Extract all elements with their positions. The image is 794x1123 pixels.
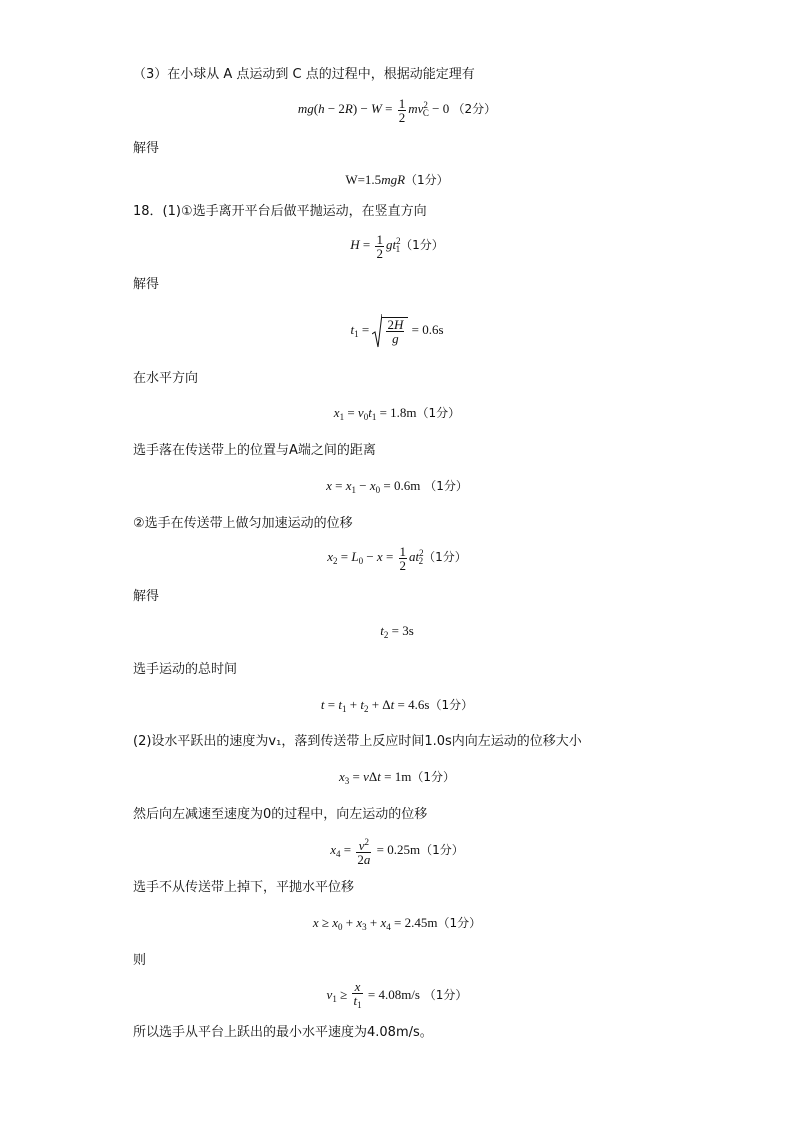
equation-work-energy: mg(h − 2R) − W = $\frac{1}{2}$ $mv^2_C - 0$ （2分） [297,95,497,125]
text-line-6: 选手落在传送带上的位置与A端之间的距离 [133,443,376,458]
value-xsum: 2.45m [404,915,438,930]
equation-W: W=1.5mgR（1分） [345,172,449,187]
text-line-8: 解得 [133,589,160,604]
value-x: 0.6m [394,478,421,493]
equation-x-min: $x \ge x_0 + x_3 + x_4 = 2.45m(1$分） [312,915,482,932]
equation-x3: $x_3 = v\Delta t = 1m(1$分） [338,769,455,786]
equation-H: H = $\frac{1}{2}$ $gt^2_1(1$分） [350,231,444,261]
text-line-7: ②选手在传送带上做匀加速运动的位移 [133,516,353,531]
score-note: （1分） [405,173,449,187]
equation-t-total: $t = t_1 + t_2 + \Delta t = 4.6s(1$分） [320,697,474,714]
equation-x1: $x_1 = v_0t_1 = 1.8m(1$分） [333,405,461,422]
score-note: （1分） [419,987,468,1002]
value-t2: 3s [402,623,414,638]
score-note: （1分） [423,550,467,564]
score-note: （1分） [429,698,474,712]
text-line-12: 选手不从传送带上掉下，平抛水平位移 [133,880,355,895]
value-x4: 0.25m [387,841,421,857]
score-note: （1分） [416,406,461,420]
value-t: 4.6s [408,697,430,712]
text-line-13: 则 [133,953,147,968]
score-note: （1分） [420,842,464,857]
value-x1: 1.8m [390,405,417,420]
equation-x2: $x_2 = L_0 - x$ = $\frac{1}{2}$ $at^2_2(1$分） [327,543,467,573]
value-v1: 4.08m/s [378,986,420,1002]
score-note: （1分） [437,916,482,930]
value-W: W=1.5 [345,172,382,187]
text-line-4: 解得 [133,277,160,292]
equation-x: $x = x_1 - x_0 = 0.6m$ （1分） [326,478,468,495]
text-line-1: （3）在小球从 A 点运动到 C 点的过程中，根据动能定理有 [133,67,475,82]
equation-t1: $t_1$ = $\frac{2H}{g}$ = 0.6s [0,314,794,348]
text-line-2: 解得 [133,141,160,156]
equation-t2: $t_2 = 3s$ [380,623,414,640]
text-line-10: (2)设水平跃出的速度为v₁，落到传送带上反应时间1.0s内向左运动的位移大小 [133,734,582,749]
value-t1: 0.6s [422,321,444,337]
equation-x4: $x_4$ = $\frac{v^2}{2a}$ = 0.25m（1分） [330,837,464,867]
text-line-9: 选手运动的总时间 [133,662,238,677]
score-note: （1分） [400,238,444,252]
sqrt-symbol: $\frac{2H}{g}$ [372,314,408,348]
equation-v1: $v_1$ ≥ $\frac{x}{t_1}$ = 4.08m/s （1分） [326,979,468,1010]
text-line-11: 然后向左减速至速度为0的过程中，向左运动的位移 [133,807,428,822]
score-note: （1分） [420,479,468,493]
score-note: （1分） [411,770,455,784]
text-line-14: 所以选手从平台上跃出的最小水平速度为4.08m/s。 [133,1025,433,1040]
text-line-5: 在水平方向 [133,371,199,386]
text-line-3: 18．(1)①选手离开平台后做平抛运动，在竖直方向 [133,204,427,219]
value-x3: 1m [394,769,412,784]
score-note: （2分） [452,102,497,116]
